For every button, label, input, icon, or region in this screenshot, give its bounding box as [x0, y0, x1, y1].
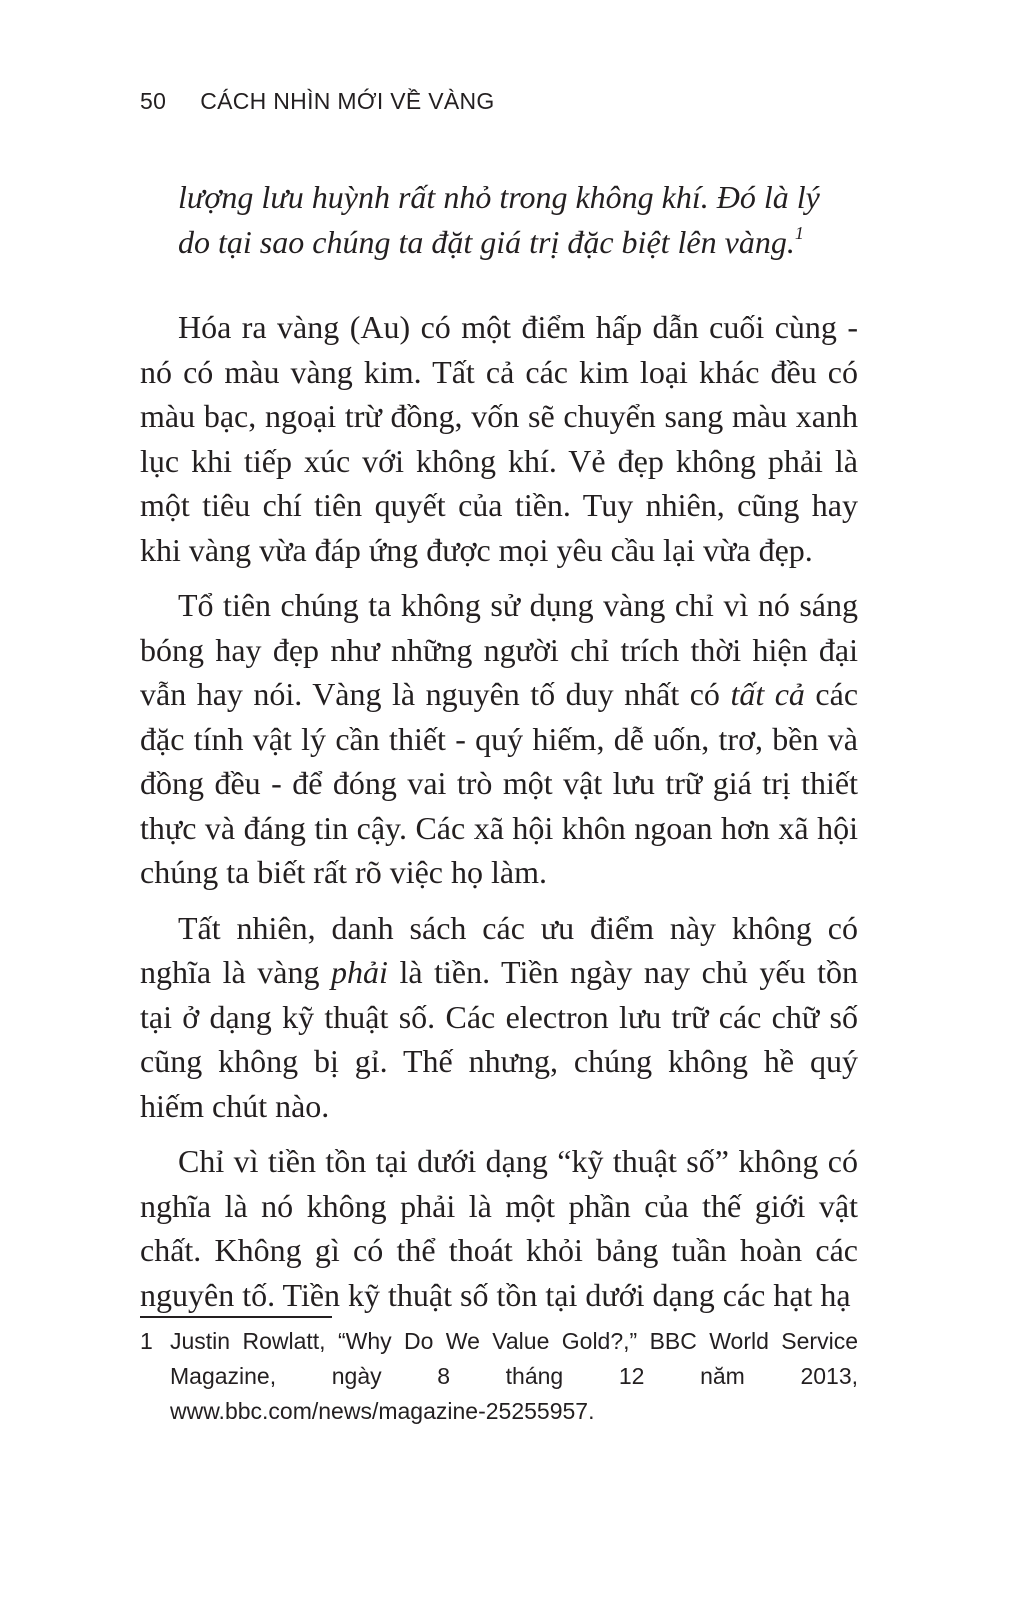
- paragraph-2-emphasis: tất cả: [730, 676, 805, 712]
- paragraph-3-emphasis: phải: [331, 954, 388, 990]
- footnote: [140, 1324, 858, 1429]
- paragraph-2-part-1: Tổ tiên chúng ta không sử dụng vàng chỉ vì nó sáng bóng hay đẹp như những người chỉ trích thời hiện đại vẫn hay nói. Vàng là nguyên tố duy nhất có: [140, 587, 858, 712]
- paragraph-1: Hóa ra vàng (Au) có một điểm hấp dẫn cuối cùng - nó có màu vàng kim. Tất cả các kim loại khác đều có màu bạc, ngoại trừ đồng, vốn sẽ chuyển sang màu xanh lục khi tiếp xúc với không khí. Vẻ đẹp không phải là một tiêu chí tiên quyết của tiền. Tuy nhiên, cũng hay khi vàng vừa đáp ứng được mọi yêu cầu lại vừa đẹp.: [140, 309, 858, 568]
- footnote-number: 1: [140, 1328, 153, 1354]
- running-header: [140, 88, 495, 115]
- paragraph-2-part-2: các đặc tính vật lý cần thiết - quý hiếm, dễ uốn, trơ, bền và đồng đều - để đóng vai trò một vật lưu trữ giá trị thiết thực và đáng tin cậy. Các xã hội khôn ngoan hơn xã hội chúng ta biết rất rõ việc họ làm.: [140, 676, 859, 890]
- page-number: 50: [140, 88, 167, 114]
- running-title: CÁCH NHÌN MỚI VỀ VÀNG: [200, 88, 495, 114]
- paragraph-4: Chỉ vì tiền tồn tại dưới dạng “kỹ thuật số” không có nghĩa là nó không phải là một phần của thế giới vật chất. Không gì có thể thoát khỏi bảng tuần hoàn các nguyên tố. Tiền kỹ thuật số tồn tại dưới dạng các hạt hạ: [140, 1143, 858, 1313]
- footnote-divider: [140, 1316, 332, 1318]
- footnote-reference: 1: [794, 222, 804, 243]
- footnote-text: Justin Rowlatt, “Why Do We Value Gold?,” BBC World Service Magazine, ngày 8 tháng 12 năm 2013, www.bbc.com/news/magazine-25255957.: [170, 1328, 858, 1424]
- paragraph-3: [140, 906, 858, 1129]
- body-text: [140, 305, 858, 1328]
- paragraph-3-part-1: Tất nhiên, danh sách các ưu điểm này không có nghĩa là vàng: [140, 909, 858, 990]
- paragraph-3-part-2: là tiền. Tiền ngày nay chủ yếu tồn tại ở dạng kỹ thuật số. Các electron lưu trữ các chữ số cũng không bị gỉ. Thế nhưng, chúng không hề quý hiếm chút nào.: [140, 954, 859, 1124]
- block-quote: [178, 175, 858, 264]
- paragraph-2: [140, 583, 858, 895]
- quote-text: lượng lưu huỳnh rất nhỏ trong không khí. Đó là lý do tại sao chúng ta đặt giá trị đặc biệt lên vàng.: [178, 179, 820, 260]
